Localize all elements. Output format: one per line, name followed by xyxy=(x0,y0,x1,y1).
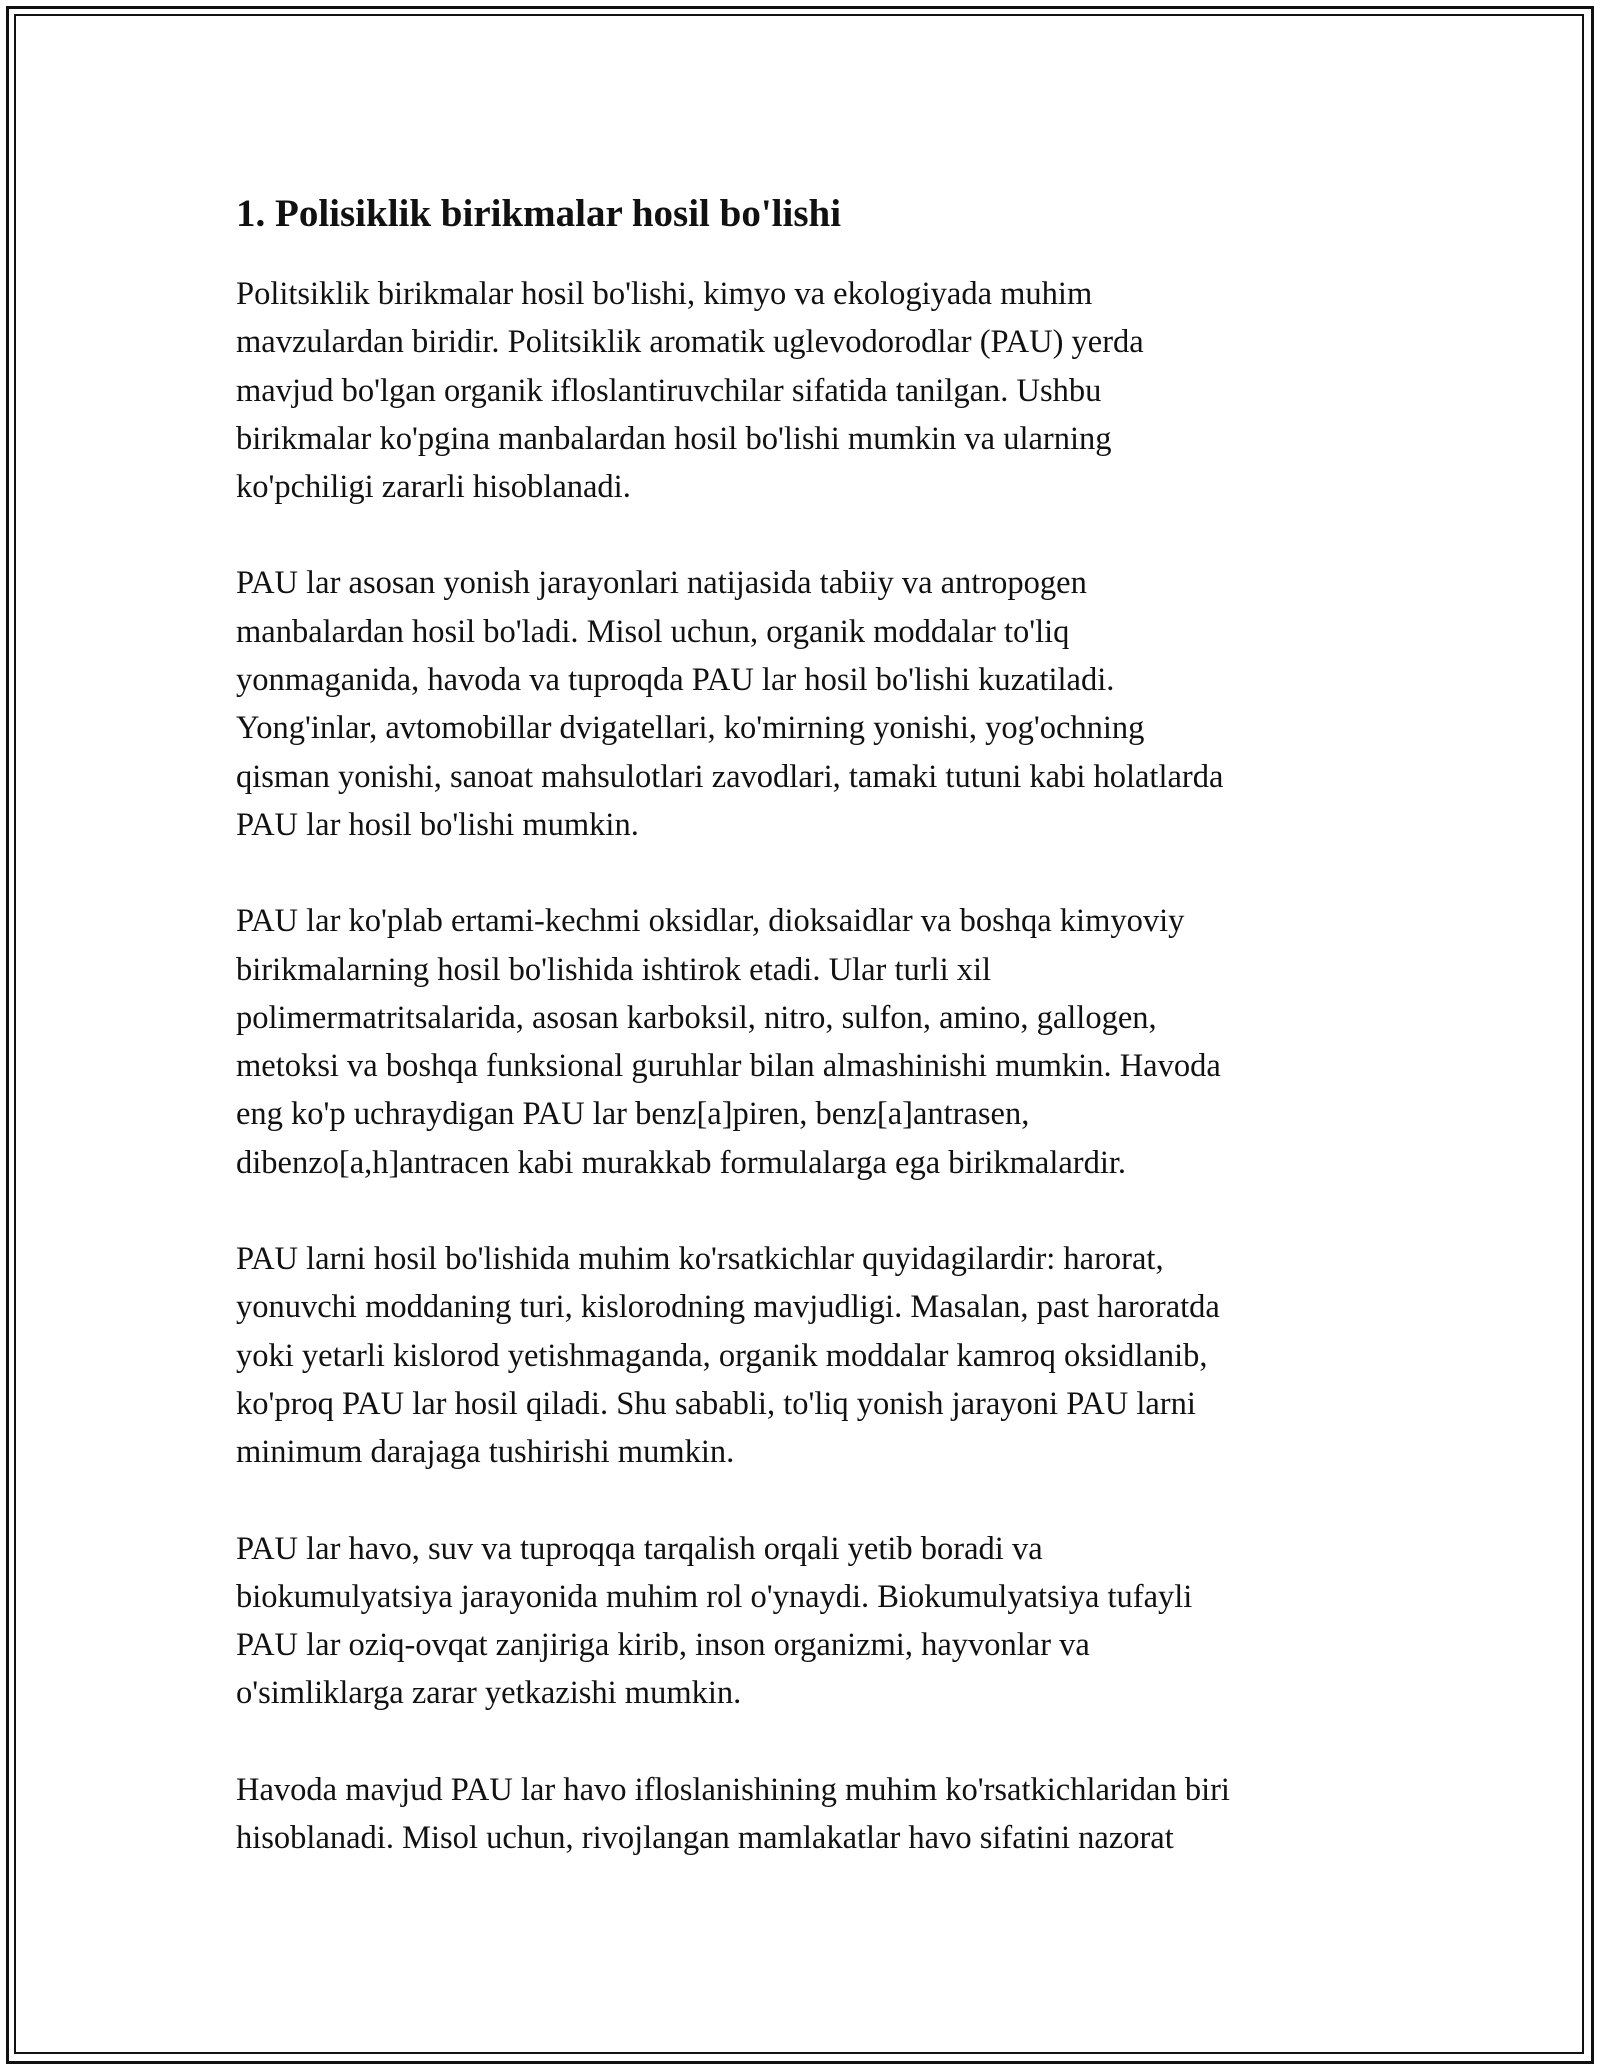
paragraph-2: PAU lar asosan yonish jarayonlari natijasida tabiiy va antropogen manbalardan hosil bo'ladi. Misol uchun, organik moddalar to'liq yonmaganida, havoda va tuproqda PAU lar hosil bo'lishi kuzatiladi. Yong'inlar, avtomobillar dvigatellari, ko'mirning yonishi, yog'ochning qisman yonishi, sanoat mahsulotlari zavodlari, tamaki tutuni kabi holatlarda PAU lar hosil bo'lishi mumkin. xyxy=(236,565,1224,843)
paragraph-6: Havoda mavjud PAU lar havo ifloslanishining muhim ko'rsatkichlaridan biri hisoblanadi. Misol uchun, rivojlangan mamlakatlar havo sifatini nazorat xyxy=(236,1771,1230,1857)
document-body xyxy=(236,184,1376,1910)
paragraph-5: PAU lar havo, suv va tuproqqa tarqalish orqali yetib boradi va biokumulyatsiya jarayonida muhim rol o'ynaydi. Biokumulyatsiya tufayli PAU lar oziq-ovqat zanjiriga kirib, inson organizmi, hayvonlar va o'simliklarga zarar yetkazishi mumkin. xyxy=(236,1530,1193,1712)
paragraph-1: Politsiklik birikmalar hosil bo'lishi, kimyo va ekologiyada muhim mavzulardan biridir. Politsiklik aromatik uglevodorodlar (PAU) yerda mavjud bo'lgan organik ifloslantiruvchilar sifatida tanilgan. Ushbu birikmalar ko'pgina manbalardan hosil bo'lishi mumkin va ularning ko'pchiligi zararli hisoblanadi. xyxy=(236,276,1144,506)
paragraph-3: PAU lar ko'plab ertami-kechmi oksidlar, dioksaidlar va boshqa kimyoviy birikmalarning hosil bo'lishida ishtirok etadi. Ular turli xil polimermatritsalarida, asosan karboksil, nitro, sulfon, amino, gallogen, metoksi va boshqa funksional guruhlar bilan almashinishi mumkin. Havoda eng ko'p uchraydigan PAU lar benz[a]piren, benz[a]antrasen, dibenzo[a,h]antracen kabi murakkab formulalarga ega birikmalardir. xyxy=(236,903,1221,1181)
paragraph-4: PAU larni hosil bo'lishida muhim ko'rsatkichlar quyidagilardir: harorat, yonuvchi moddaning turi, kislorodning mavjudligi. Masalan, past haroratda yoki yetarli kislorod yetishmaganda, organik moddalar kamroq oksidlanib, ko'proq PAU lar hosil qiladi. Shu sababli, to'liq yonish jarayoni PAU larni minimum darajaga tushirishi mumkin. xyxy=(236,1241,1220,1471)
section-heading: 1. Polisiklik birikmalar hosil bo'lishi xyxy=(236,192,842,235)
